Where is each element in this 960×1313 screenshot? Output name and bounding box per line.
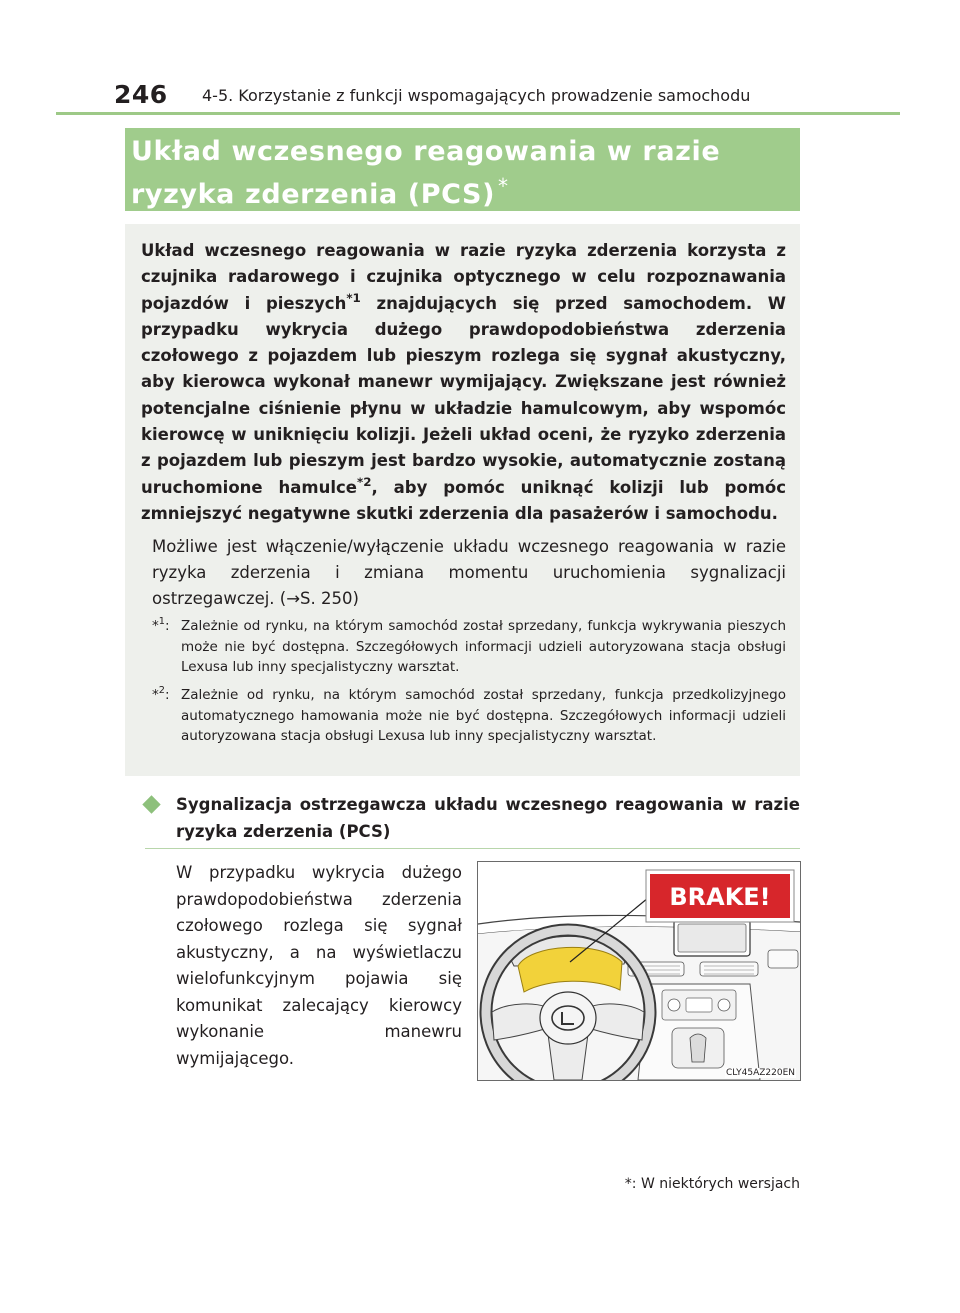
footnote-1-star: * (152, 618, 159, 634)
info-box (125, 224, 800, 776)
subsection-heading (145, 792, 800, 845)
footnote-2-colon: : (164, 687, 170, 703)
intro-text-3: , aby pomóc uniknąć kolizji lub pomóc zmniejszyć negatywne skutki zderzenia dla pasażerów i samochodu. (141, 477, 787, 523)
footnote-1-number: 1 (158, 616, 165, 628)
footnote-1-text: Zależnie od rynku, na którym samochód został sprzedany, funkcja wykrywania pieszych może nie być dostępna. Szczegółowych informacji udzieli autoryzowana stacja obsługi Lexusa lub inny specjalistyczny warsztat. (181, 618, 786, 675)
footnote-2-text: Zależnie od rynku, na którym samochód został sprzedany, funkcja przedkolizyjnego automatycznego hamowania może nie być dostępna. Szczegółowych informacji udzieli autoryzowana stacja obsługi Lexusa lub inny specjalistyczny warsztat. (181, 687, 786, 744)
settings-paragraph: Możliwe jest włączenie/wyłączenie układu wczesnego reagowania w razie ryzyka zderzenia i zmiana momentu uruchomienia sygnalizacji ostrzegawczej. (→S. 250) (152, 537, 786, 608)
subsection-divider (145, 848, 800, 849)
footnote-1 (152, 616, 786, 678)
section-title-band (125, 128, 800, 211)
page-number: 246 (114, 80, 168, 109)
footnote-1-colon: : (164, 618, 170, 634)
footnote-2 (152, 685, 786, 747)
dashboard-drawing (478, 862, 800, 1080)
section-title-text: Układ wczesnego reagowania w razie ryzyka zderzenia (PCS) (131, 136, 721, 210)
footnote-ref-2: *2 (357, 474, 372, 489)
header-divider (56, 112, 900, 115)
diamond-bullet-icon (142, 795, 160, 813)
warning-description: W przypadku wykrycia dużego prawdopodobieństwa zderzenia czołowego rozlega się sygnał akustyczny, a na wyświetlaczu wielofunkcyjnym pojawia się komunikat zalecający kierowcy wykonanie manewru wymijającego. (176, 863, 462, 1068)
brake-warning-label: BRAKE! (669, 883, 771, 911)
dashboard-illustration (477, 861, 801, 1081)
footnote-ref-1: *1 (346, 290, 361, 305)
intro-text-2: znajdujących się przed samochodem. W przypadku wykrycia dużego prawdopodobieństwa zderzenia czołowego z pojazdem lub pieszym rozlega się sygnał akustyczny, aby kierowca wykonał manewr wymijający. Zwiększane jest również potencjalne ciśnienie płynu w układzie hamulcowym, aby wspomóc kierowcę w uniknięciu kolizji. Jeżeli układ oceni, że ryzyko zderzenia z pojazdem lub pieszym jest bardzo wysokie, automatycznie zostaną uruchomione hamulce (141, 293, 786, 497)
figure-code: CLY45AZ220EN (726, 1068, 795, 1078)
page-header (56, 80, 900, 116)
title-asterisk-mark: * (498, 174, 509, 198)
page-footnote: *: W niektórych wersjach (624, 1176, 800, 1192)
chapter-title: 4-5. Korzystanie z funkcji wspomagających prowadzenie samochodu (202, 86, 751, 105)
subsection-title: Sygnalizacja ostrzegawcza układu wczesnego reagowania w razie ryzyka zderzenia (PCS) (176, 795, 800, 841)
section-title (131, 134, 799, 212)
footnote-1-mark (152, 616, 170, 637)
footnote-2-star: * (152, 687, 159, 703)
footnote-2-number: 2 (158, 685, 165, 697)
footnote-2-mark (152, 685, 170, 706)
intro-paragraph (141, 238, 786, 527)
intro-text-1: Układ wczesnego reagowania w razie ryzyka zderzenia korzysta z czujnika radarowego i czujnika optycznego w celu rozpoznawania pojazdów i pieszych (141, 241, 786, 313)
